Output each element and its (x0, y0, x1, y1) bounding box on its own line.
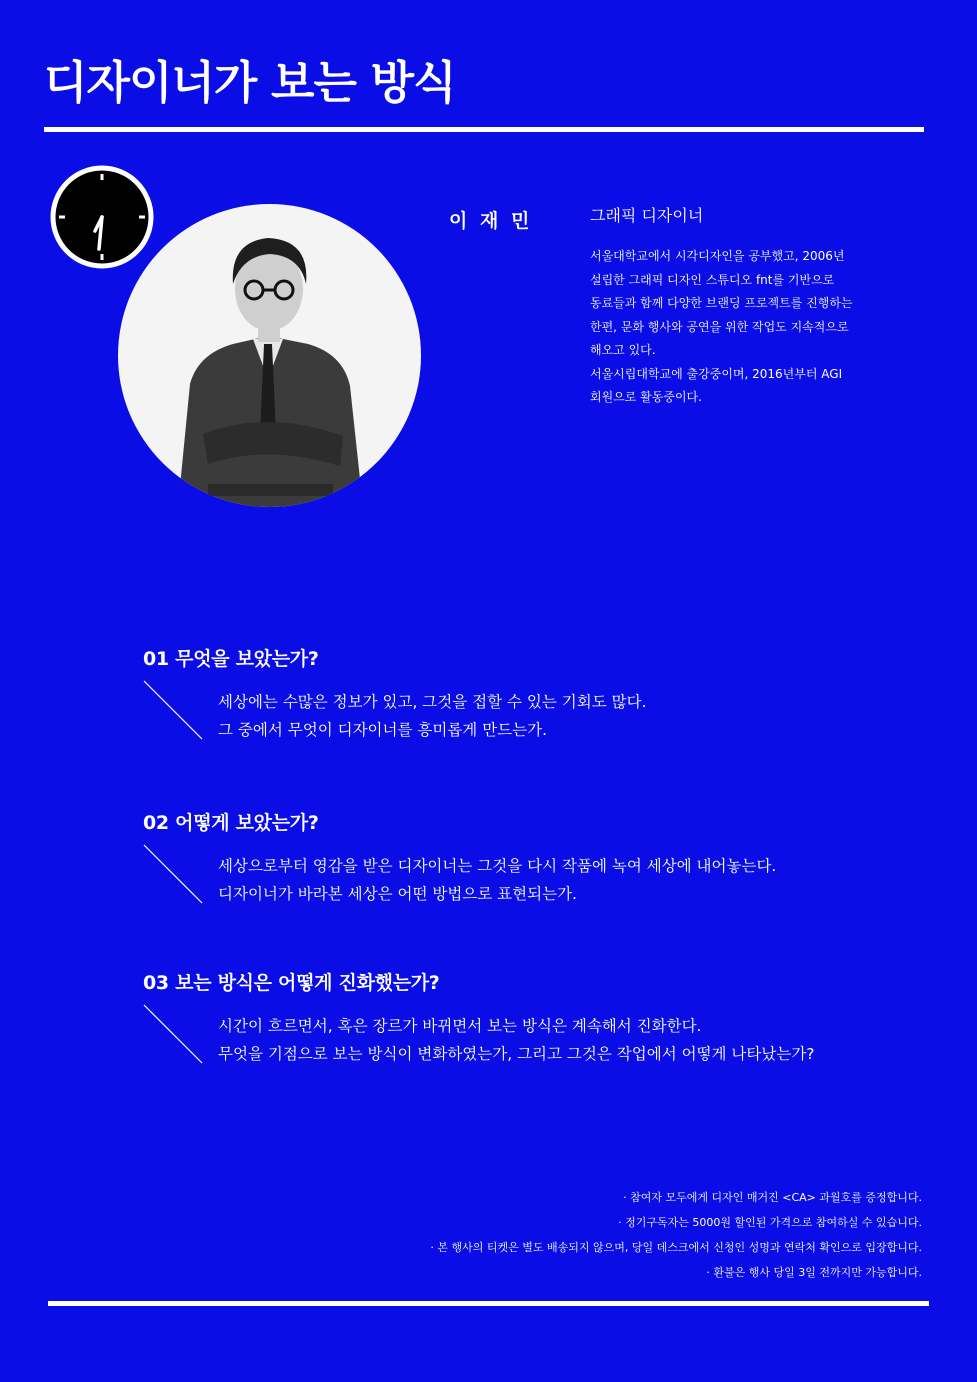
notice-item: · 참여자 모두에게 디자인 매거진 <CA> 과월호를 증정합니다. (623, 1191, 922, 1204)
speaker-bio (590, 245, 890, 410)
topic-body (218, 1012, 815, 1068)
bio-line: 해오고 있다. (590, 343, 656, 357)
topic-line: 그 중에서 무엇이 디자이너를 흥미롭게 만드는가. (218, 721, 548, 739)
bio-line: 동료들과 함께 다양한 브랜딩 프로젝트를 진행하는 (590, 296, 853, 310)
topic-line: 세상에는 수많은 정보가 있고, 그것을 접할 수 있는 기회도 많다. (218, 693, 647, 711)
bottom-divider (48, 1301, 929, 1306)
bio-line: 서울대학교에서 시각디자인을 공부했고, 2006년 (590, 249, 845, 263)
notice-item: · 본 행사의 티켓은 별도 배송되지 않으며, 당일 데스크에서 신청인 성명과 연락처 확인으로 입장합니다. (430, 1241, 922, 1254)
top-divider (44, 127, 924, 132)
topic-heading: 01 무엇을 보았는가? (143, 648, 319, 670)
bio-line: 회원으로 활동중이다. (590, 390, 702, 404)
topic-body (218, 688, 647, 744)
topic-line: 시간이 흐르면서, 혹은 장르가 바뀌면서 보는 방식은 계속해서 진화한다. (218, 1017, 702, 1035)
speaker-portrait (118, 204, 421, 507)
speaker-name: 이 재 민 (449, 210, 533, 232)
notice-item: · 환불은 행사 당일 3일 전까지만 가능합니다. (706, 1266, 922, 1279)
diagonal-slash-icon (143, 844, 203, 904)
diagonal-slash-icon (143, 1004, 203, 1064)
topic-heading: 02 어떻게 보았는가? (143, 812, 319, 834)
topic-heading: 03 보는 방식은 어떻게 진화했는가? (143, 972, 440, 994)
bio-line: 설립한 그래픽 디자인 스튜디오 fnt를 기반으로 (590, 272, 835, 287)
diagonal-slash-icon (143, 680, 203, 740)
notice-item: · 정기구독자는 5000원 할인된 가격으로 참여하실 수 있습니다. (618, 1216, 922, 1229)
bio-line: 서울시립대학교에 출강중이며, 2016년부터 AGI (590, 366, 843, 381)
topic-line: 세상으로부터 영감을 받은 디자이너는 그것을 다시 작품에 녹여 세상에 내어놓는다. (218, 857, 777, 875)
topic-2 (143, 810, 933, 903)
speaker-role: 그래픽 디자이너 (590, 206, 704, 225)
topic-3 (143, 970, 933, 1063)
topic-1 (143, 646, 933, 739)
notices (430, 1185, 922, 1285)
bio-line: 한편, 문화 행사와 공연을 위한 작업도 지속적으로 (590, 319, 849, 334)
page-title: 디자이너가 보는 방식 (44, 56, 456, 109)
topic-body (218, 852, 776, 908)
topic-line: 디자이너가 바라본 세상은 어떤 방법으로 표현되는가. (218, 885, 577, 903)
topic-line: 무엇을 기점으로 보는 방식이 변화하였는가, 그리고 그것은 작업에서 어떻게 나타났는가? (218, 1045, 815, 1063)
